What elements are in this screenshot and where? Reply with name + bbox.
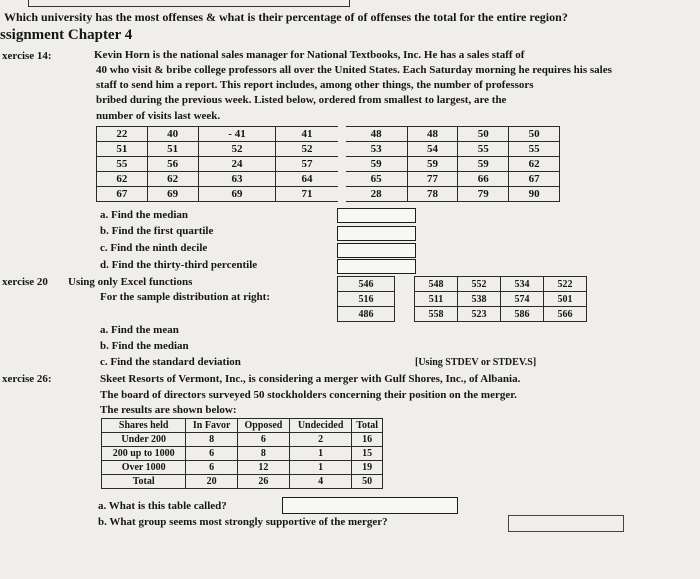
sample-cell: 558 (415, 307, 458, 322)
visits-cell: 22 (97, 127, 148, 142)
visits-cell: 50 (458, 127, 509, 142)
merger-cell: 6 (186, 447, 238, 461)
merger-header-cell: Opposed (237, 419, 289, 433)
table-name-answer-box[interactable] (282, 497, 458, 514)
visits-row (97, 127, 560, 142)
median-answer-box[interactable] (337, 208, 416, 223)
first-quartile-answer-box[interactable] (337, 226, 416, 241)
merger-row (102, 447, 383, 461)
exercise-20-title: Using only Excel functions (68, 276, 193, 288)
sample-cell: 511 (415, 292, 458, 307)
ex14-question: d. Find the thirty-third percentile (100, 259, 258, 271)
partial-cell (305, 0, 315, 1)
visits-cell: 59 (458, 157, 509, 172)
answer-line[interactable] (508, 515, 624, 516)
visits-cell: 77 (407, 172, 458, 187)
sample-cell: 501 (544, 292, 587, 307)
visits-cell: 52 (198, 142, 276, 157)
visits-cell: 50 (509, 127, 560, 142)
visits-cell: - 41 (198, 127, 276, 142)
partial-cell (101, 0, 111, 1)
visits-cell: 69 (198, 187, 276, 202)
visits-table (96, 126, 560, 202)
visits-cell: 54 (407, 142, 458, 157)
visits-cell: 28 (342, 187, 408, 202)
visits-row (97, 157, 560, 172)
visits-cell: 64 (276, 172, 342, 187)
visits-cell: 51 (97, 142, 148, 157)
merger-cell: 50 (352, 475, 383, 489)
percentile-answer-box[interactable] (337, 259, 416, 274)
visits-row (97, 172, 560, 187)
sample-table-left (337, 276, 395, 322)
ex14-line: staff to send him a report. This report includes, among other things, the number of professors (96, 79, 534, 91)
ex14-question: a. Find the median (100, 209, 189, 221)
sample-cell: 574 (501, 292, 544, 307)
merger-cell: 6 (237, 433, 289, 447)
ex14-question: b. Find the first quartile (100, 225, 214, 237)
partial-cell (179, 0, 189, 1)
partial-cell (245, 0, 255, 1)
merger-cell: 20 (186, 475, 238, 489)
ex20-question: b. Find the median (100, 340, 189, 352)
visits-cell: 40 (147, 127, 198, 142)
sample-cell: 516 (338, 292, 395, 307)
visits-row (97, 187, 560, 202)
visits-cell: 55 (509, 142, 560, 157)
sample-cell: 586 (501, 307, 544, 322)
visits-cell: 55 (97, 157, 148, 172)
stdev-hint: [Using STDEV or STDEV.S] (415, 357, 537, 368)
merger-cell: 12 (237, 461, 289, 475)
visits-cell: 67 (97, 187, 148, 202)
partial-cell (33, 0, 55, 1)
ex20-question: c. Find the standard deviation (100, 356, 241, 368)
merger-cell: 1 (289, 461, 351, 475)
sample-cell: 534 (501, 277, 544, 292)
merger-cell: Total (102, 475, 186, 489)
sample-table-right (414, 276, 587, 322)
question-header: Which university has the most offenses & what is their percentage of of offenses the total for the entire region? (4, 10, 568, 24)
visits-cell: 90 (509, 187, 560, 202)
sample-cell: 566 (544, 307, 587, 322)
visits-cell: 51 (147, 142, 198, 157)
merger-row (102, 475, 383, 489)
visits-cell: 71 (276, 187, 342, 202)
sample-cell: 552 (458, 277, 501, 292)
partial-top-table (28, 0, 350, 7)
chapter-title: ssignment Chapter 4 (0, 27, 133, 43)
merger-row (102, 461, 383, 475)
answer-line[interactable] (508, 531, 624, 532)
merger-cell: 1 (289, 447, 351, 461)
merger-cell: 26 (237, 475, 289, 489)
visits-cell: 24 (198, 157, 276, 172)
visits-cell: 69 (147, 187, 198, 202)
merger-cell: Over 1000 (102, 461, 186, 475)
visits-cell: 62 (509, 157, 560, 172)
visits-cell: 48 (407, 127, 458, 142)
ex14-line: 40 who visit & bribe college professors all over the United States. Each Saturday morning he requires his sales (96, 64, 612, 76)
sample-cell: 523 (458, 307, 501, 322)
sample-cell: 548 (415, 277, 458, 292)
merger-cell: 8 (237, 447, 289, 461)
merger-cell: 8 (186, 433, 238, 447)
visits-cell: 62 (97, 172, 148, 187)
visits-cell: 62 (147, 172, 198, 187)
merger-cell: 2 (289, 433, 351, 447)
sample-cell: 522 (544, 277, 587, 292)
ex26-line: The board of directors surveyed 50 stockholders concerning their position on the merger. (100, 389, 517, 401)
ex20-question: a. Find the mean (100, 324, 179, 336)
sample-cell: 538 (458, 292, 501, 307)
exercise-20-subtitle: For the sample distribution at right: (100, 291, 270, 303)
exercise-14-label: xercise 14: (2, 50, 52, 62)
merger-cell: 15 (352, 447, 383, 461)
ex14-question: c. Find the ninth decile (100, 242, 208, 254)
visits-row (97, 142, 560, 157)
merger-header-cell: In Favor (186, 419, 238, 433)
visits-cell: 48 (342, 127, 408, 142)
visits-cell: 79 (458, 187, 509, 202)
visits-cell: 59 (342, 157, 408, 172)
merger-cell: 6 (186, 461, 238, 475)
exercise-26-label: xercise 26: (2, 373, 52, 385)
merger-cell: 19 (352, 461, 383, 475)
answer-line-right (623, 515, 624, 531)
merger-cell: 200 up to 1000 (102, 447, 186, 461)
merger-cell: Under 200 (102, 433, 186, 447)
ex14-line: Kevin Horn is the national sales manager for National Textbooks, Inc. He has a sales staff of (94, 49, 525, 61)
visits-cell: 67 (509, 172, 560, 187)
merger-header-cell: Shares held (102, 419, 186, 433)
visits-cell: 59 (407, 157, 458, 172)
ex14-line: bribed during the previous week. Listed below, ordered from smallest to largest, are the (96, 94, 507, 106)
answer-line-left (508, 515, 509, 531)
visits-cell: 53 (342, 142, 408, 157)
ex26-question: a. What is this table called? (98, 500, 227, 512)
visits-cell: 66 (458, 172, 509, 187)
merger-table (101, 418, 383, 489)
ex26-line: The results are shown below: (100, 404, 237, 416)
sample-cell: 486 (338, 307, 395, 322)
sample-cell: 546 (338, 277, 395, 292)
ex14-line: number of visits last week. (96, 110, 221, 122)
visits-cell: 55 (458, 142, 509, 157)
merger-cell: 16 (352, 433, 383, 447)
ninth-decile-answer-box[interactable] (337, 243, 416, 258)
visits-cell: 65 (342, 172, 408, 187)
visits-cell: 63 (198, 172, 276, 187)
exercise-20-label: xercise 20 (2, 276, 48, 288)
ex26-question: b. What group seems most strongly supportive of the merger? (98, 516, 388, 528)
visits-cell: 52 (276, 142, 342, 157)
merger-row (102, 433, 383, 447)
merger-header-cell: Total (352, 419, 383, 433)
visits-cell: 56 (147, 157, 198, 172)
merger-cell: 4 (289, 475, 351, 489)
merger-header-cell: Undecided (289, 419, 351, 433)
visits-cell: 57 (276, 157, 342, 172)
ex26-line: Skeet Resorts of Vermont, Inc., is considering a merger with Gulf Shores, Inc., of Albania. (100, 373, 521, 385)
visits-cell: 78 (407, 187, 458, 202)
visits-cell: 41 (276, 127, 342, 142)
